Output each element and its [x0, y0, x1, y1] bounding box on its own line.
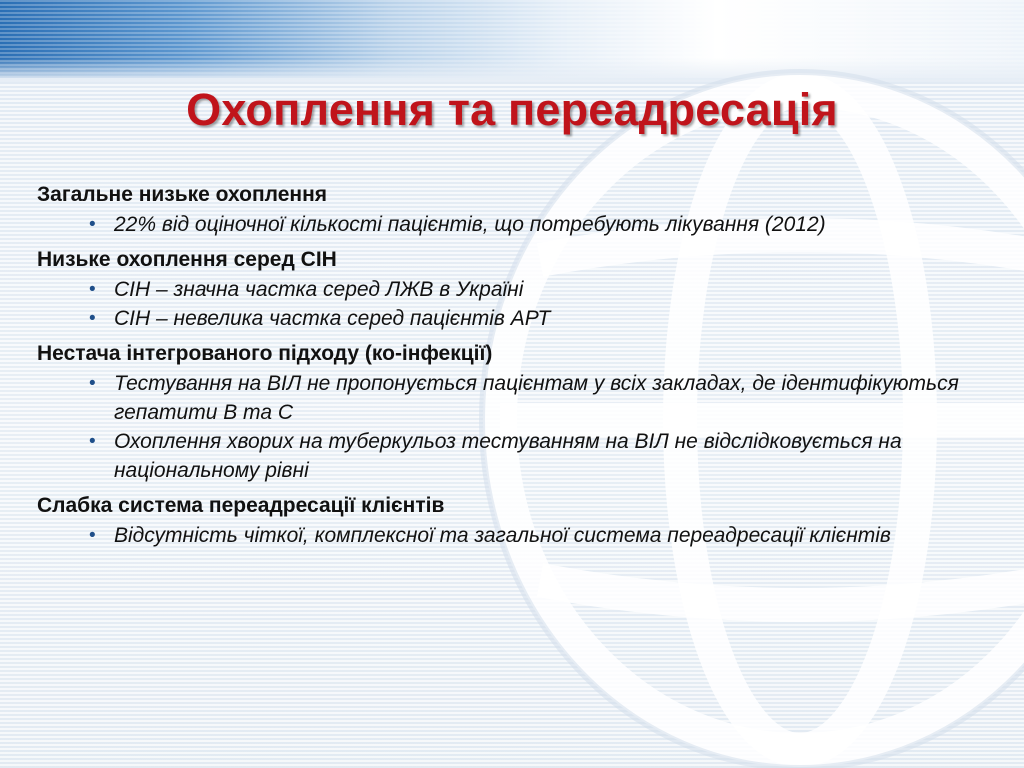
bullet-list	[37, 521, 1002, 550]
list-item	[37, 210, 1002, 239]
list-item	[37, 275, 1002, 304]
bullet-icon: •	[89, 308, 96, 329]
bullet-text: СІН – значна частка серед ЛЖВ в Україні	[114, 278, 524, 301]
bullet-text: Охоплення хворих на туберкульоз тестуванням на ВІЛ не відслідковується на національному рівні	[114, 430, 902, 482]
section-heading: Загальне низьке охоплення	[37, 183, 328, 206]
section-heading: Слабка система переадресації клієнтів	[37, 494, 445, 517]
bullet-icon: •	[89, 525, 96, 546]
section-pwid-coverage	[37, 245, 1002, 333]
section-integrated-approach	[37, 339, 1002, 485]
bullet-text: Відсутність чіткої, комплексної та загальної система переадресації клієнтів	[114, 524, 891, 547]
slide-content	[37, 180, 1002, 556]
list-item	[37, 521, 1002, 550]
bullet-list	[37, 210, 1002, 239]
list-item	[37, 304, 1002, 333]
bullet-list	[37, 275, 1002, 333]
page-title: Охоплення та переадресація	[186, 84, 838, 135]
bullet-text: Тестування на ВІЛ не пропонується пацієнтам у всіх закладах, де ідентифікуються гепатити В та С	[114, 372, 959, 424]
section-referral-system	[37, 491, 1002, 550]
bullet-icon: •	[89, 373, 96, 394]
bullet-text: СІН – невелика частка серед пацієнтів АРТ	[114, 307, 551, 330]
bullet-icon: •	[89, 214, 96, 235]
section-general-coverage	[37, 180, 1002, 239]
section-heading: Низьке охоплення серед СІН	[37, 248, 337, 271]
section-heading: Нестача інтегрованого підходу (ко-інфекції)	[37, 342, 493, 365]
bullet-icon: •	[89, 431, 96, 452]
bullet-list	[37, 369, 1002, 485]
list-item	[37, 427, 1002, 485]
bullet-text: 22% від оціночної кількості пацієнтів, що потребують лікування (2012)	[114, 213, 826, 236]
list-item	[37, 369, 1002, 427]
bullet-icon: •	[89, 279, 96, 300]
